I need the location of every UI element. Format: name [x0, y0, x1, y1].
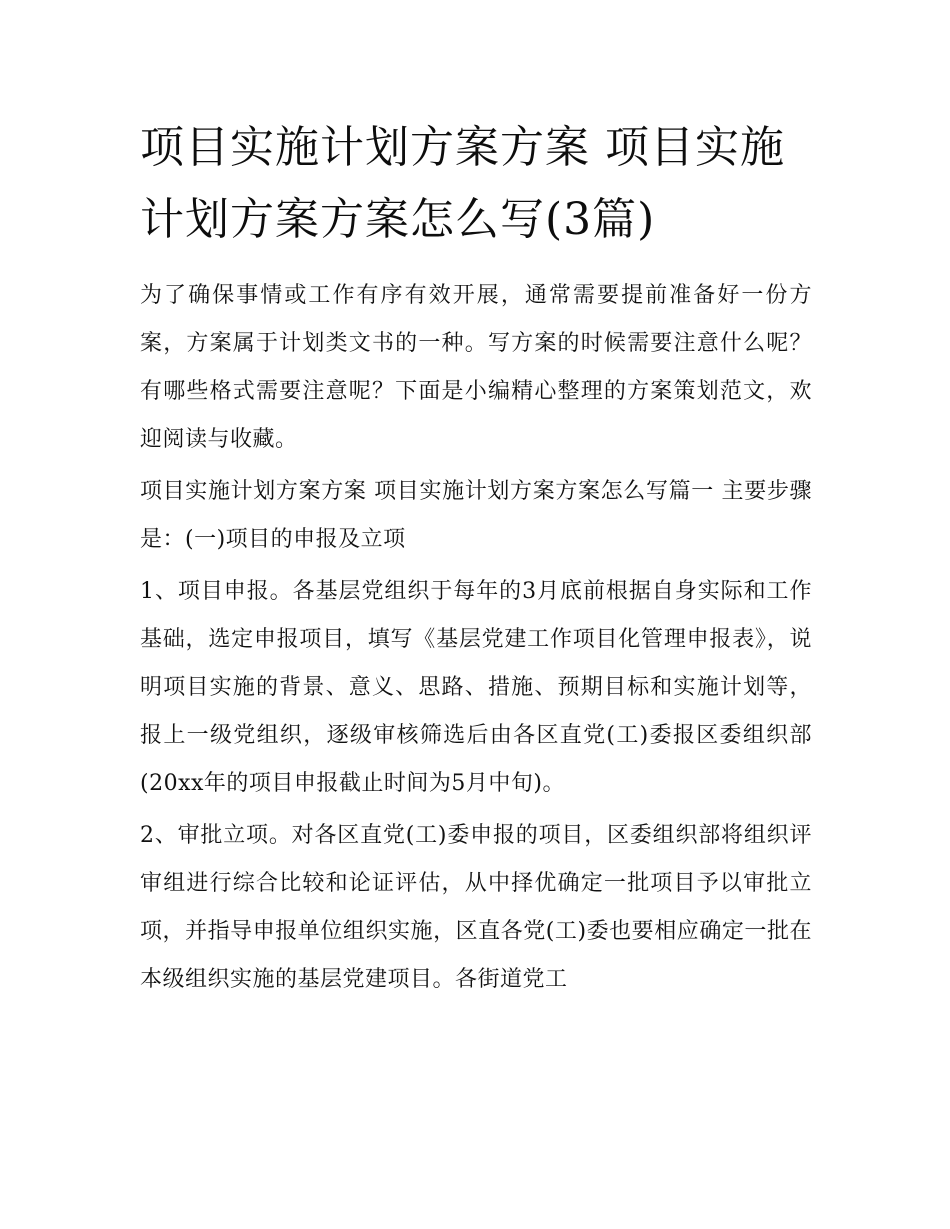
document-body	[140, 112, 812, 1004]
intro-paragraph: 为了确保事情或工作有序有效开展，通常需要提前准备好一份方案，方案属于计划类文书的一种。写方案的时候需要注意什么呢？有哪些格式需要注意呢？下面是小编精心整理的方案策划范文，欢迎阅读与收藏。	[140, 283, 812, 452]
step-1-paragraph: 1、项目申报。各基层党组织于每年的3月底前根据自身实际和工作基础，选定申报项目，填写《基层党建工作项目化管理申报表》，说明项目实施的背景、意义、思路、措施、预期目标和实施计划等，报上一级党组织，逐级审核筛选后由各区直党(工)委报区委组织部(20xx年的项目申报截止时间为5月中旬)。	[140, 579, 812, 796]
step-2-paragraph: 2、审批立项。对各区直党(工)委申报的项目，区委组织部将组织评审组进行综合比较和论证评估，从中择优确定一批项目予以审批立项，并指导申报单位组织实施，区直各党(工)委也要相应确定一批在本级组织实施的基层党建项目。各街道党工	[140, 823, 812, 992]
section-heading-paragraph: 项目实施计划方案方案 项目实施计划方案方案怎么写篇一 主要步骤是：(一)项目的申报及立项	[140, 479, 812, 552]
document-title: 项目实施计划方案方案 项目实施计划方案方案怎么写(3篇)	[140, 122, 785, 245]
